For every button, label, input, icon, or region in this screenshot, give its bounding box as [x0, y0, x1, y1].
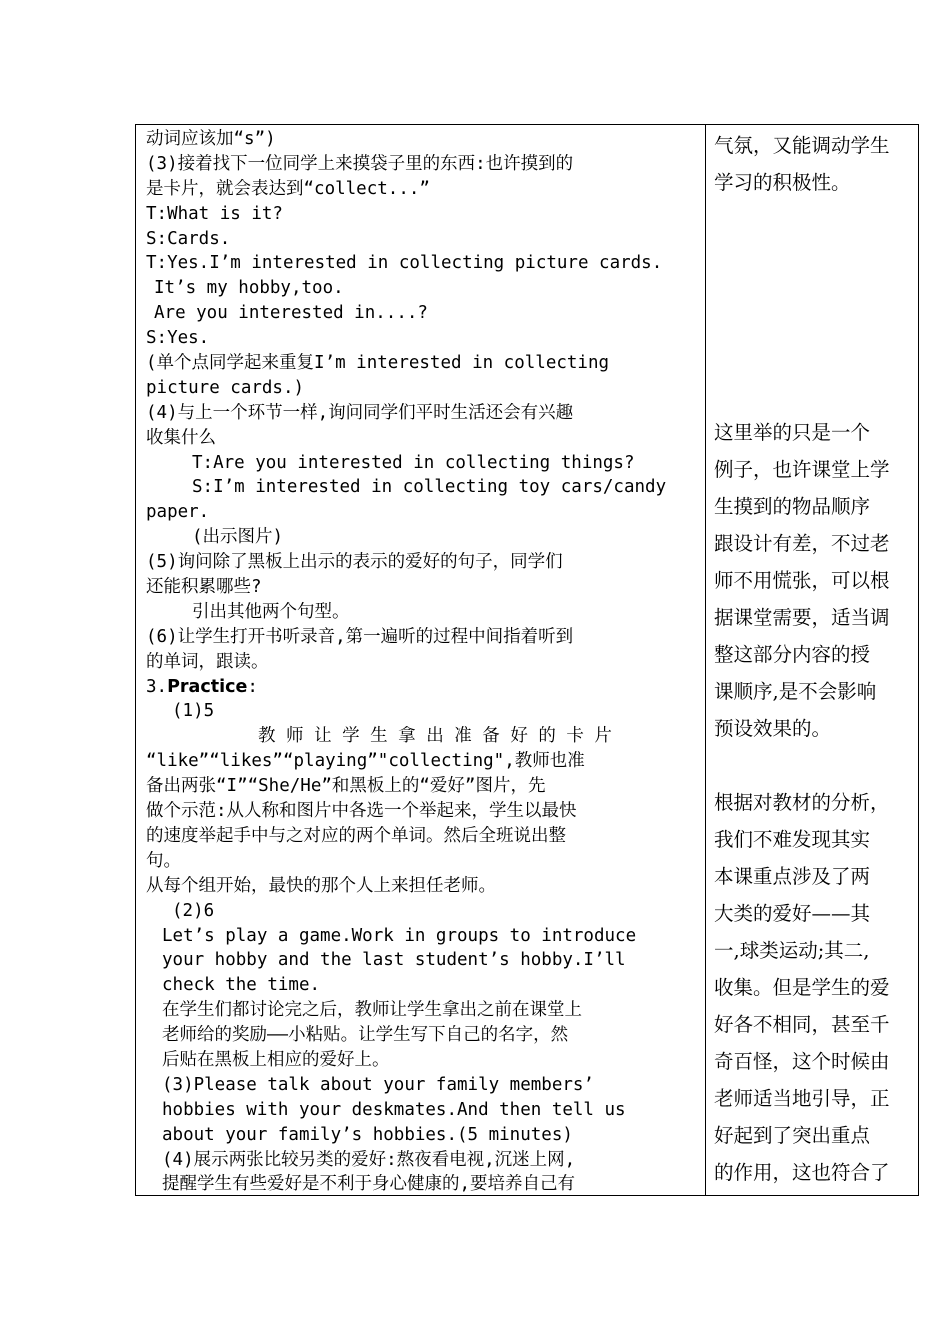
text-line: 做个示范:从人称和图片中各选一个举起来，学生以最快 — [146, 801, 577, 822]
lesson-plan-table — [135, 124, 919, 1196]
text-line: (4)与上一个环节一样,询问同学们平时生活还会有兴趣 — [146, 402, 574, 423]
column-divider — [705, 125, 706, 1195]
design-rationale-column — [714, 127, 914, 1191]
text-line: 是卡片，就会表达到“collect...” — [146, 178, 430, 199]
text-line: (出示图片) — [192, 527, 284, 548]
text-line: 老师给的奖励——小粘贴。让学生写下自己的名字，然 — [162, 1025, 569, 1046]
note-line: 整这部分内容的授 — [714, 643, 871, 666]
teaching-procedure-column — [146, 127, 700, 1197]
note-line: 收集。但是学生的爱 — [714, 976, 890, 999]
text-line: 在学生们都讨论完之后，教师让学生拿出之前在课堂上 — [162, 1000, 582, 1021]
text-line: Are you interested in....? — [154, 303, 428, 324]
text-line: 后贴在黑板上相应的爱好上。 — [162, 1049, 390, 1070]
note-line: 大类的爱好——其 — [714, 902, 871, 925]
note-line: 生摸到的物品顺序 — [714, 495, 871, 518]
text-line: (4)展示两张比较另类的爱好:熬夜看电视,沉迷上网, — [162, 1149, 576, 1170]
text-line: S:Cards. — [146, 228, 231, 249]
text-line: (2)6 — [172, 900, 215, 921]
note-line: 据课堂需要，适当调 — [714, 606, 890, 629]
text-line: (1)5 — [172, 701, 215, 722]
text-line: It’s my hobby,too. — [154, 278, 344, 299]
text-line: (5)询问除了黑板上出示的表示的爱好的句子，同学们 — [146, 552, 563, 573]
text-line: “like”“likes”“playing”"collecting",教师也准 — [146, 751, 585, 772]
text-line: S:Yes. — [146, 328, 210, 349]
text-line: 教 师 让 学 生 拿 出 准 备 好 的 卡 片 — [258, 726, 612, 747]
text-line: 备出两张“I”“She/He”和黑板上的“爱好”图片，先 — [146, 776, 546, 797]
note-line: 师不用慌张，可以根 — [714, 569, 890, 592]
text-line: (单个点同学起来重复I’m interested in collecting — [146, 353, 610, 374]
note-line: 好各不相同，甚至千 — [714, 1013, 890, 1036]
note-line: 一,球类运动;其二, — [714, 939, 870, 962]
note-line: 这里举的只是一个 — [714, 421, 871, 444]
note-line: 好起到了突出重点 — [714, 1124, 871, 1147]
note-line: 本课重点涉及了两 — [714, 865, 871, 888]
note-line: 跟设计有差，不过老 — [714, 532, 890, 555]
note-line: 老师适当地引导，正 — [714, 1087, 890, 1110]
text-line: about your family’s hobbies.(5 minutes) — [162, 1124, 573, 1145]
text-line: 还能积累哪些? — [146, 577, 262, 598]
text-line: hobbies with your deskmates.And then tell us — [162, 1099, 626, 1120]
note-line: 例子，也许课堂上学 — [714, 458, 890, 481]
note-line: 预设效果的。 — [714, 717, 832, 740]
text-line: (3)接着找下一位同学上来摸袋子里的东西:也许摸到的 — [146, 153, 574, 174]
text-line: 引出其他两个句型。 — [192, 601, 350, 622]
text-line: 收集什么 — [146, 427, 216, 448]
section-heading-practice — [146, 675, 700, 700]
text-line: T:Yes.I’m interested in collecting picture cards. — [146, 253, 663, 274]
text-line: T:Are you interested in collecting things? — [192, 452, 635, 473]
text-line: Let’s play a game.Work in groups to introduce — [162, 925, 637, 946]
text-line: (6)让学生打开书听录音,第一遍听的过程中间指着听到 — [146, 626, 574, 647]
text-line: 句。 — [146, 850, 181, 871]
note-line: 奇百怪，这个时候由 — [714, 1050, 890, 1073]
note-line: 我们不难发现其实 — [714, 828, 871, 851]
text-line: 的单词，跟读。 — [146, 651, 269, 672]
section-colon: : — [247, 676, 258, 697]
note-line: 课顺序,是不会影响 — [714, 680, 877, 703]
text-line: 从每个组开始，最快的那个人上来担任老师。 — [146, 875, 496, 896]
text-line: T:What is it? — [146, 203, 283, 224]
note-line: 气氛，又能调动学生 — [714, 134, 890, 157]
note-line: 学习的积极性。 — [714, 171, 851, 194]
note-line: 的作用，这也符合了 — [714, 1161, 890, 1184]
text-line: (3)Please talk about your family members’ — [162, 1074, 594, 1095]
text-line: 动词应该加“s”) — [146, 129, 276, 149]
text-line: 提醒学生有些爱好是不利于身心健康的,要培养自己有 — [162, 1174, 576, 1195]
section-number: 3. — [146, 676, 168, 697]
note-line: 根据对教材的分析， — [714, 791, 890, 814]
section-title: Practice — [167, 676, 248, 697]
text-line: check the time. — [162, 975, 321, 996]
text-line: paper. — [146, 502, 210, 523]
text-line: 的速度举起手中与之对应的两个单词。然后全班说出整 — [146, 825, 566, 846]
text-line: picture cards.) — [146, 377, 305, 398]
text-line: your hobby and the last student’s hobby.I’ll — [162, 950, 626, 971]
text-line: S:I’m interested in collecting toy cars/candy — [192, 477, 667, 498]
